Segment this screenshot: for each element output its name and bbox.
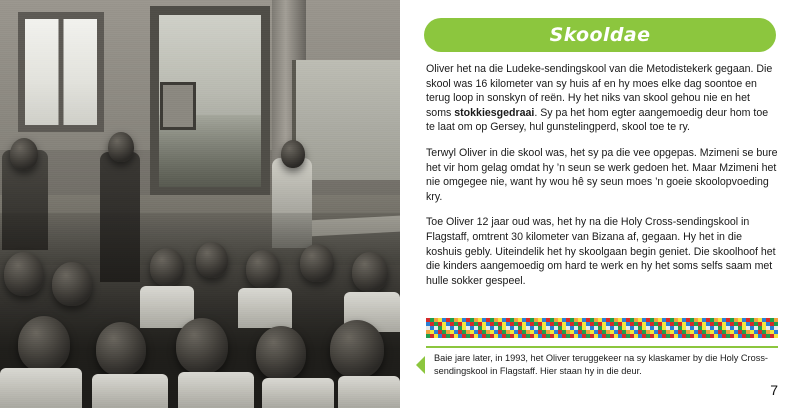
text-run: Oliver het na die Ludeke-sendingskool van die Metodistekerk gegaan. Die skool was 16 kilometer van sy huis af en hy moes elke dag soontoe en terug loop in sonskyn of reën. Hy het niks van skool gehou nie en het soms — [426, 63, 773, 119]
emphasised-term: stokkiesgedraai — [454, 106, 535, 119]
body-text — [426, 62, 778, 299]
text-run: Terwyl Oliver in die skool was, het sy pa die vee opgepas. Mzimeni se bure het vir hom gelag omdat hy ’n seun se werk gedoen het. Maar Mzimeni het nie omgegee nie, want hy wou hê sy seun moes ’n goeie skoolopvoeding kry. — [426, 146, 778, 203]
body-paragraph — [426, 62, 778, 135]
text-run: Toe Oliver 12 jaar oud was, het hy na die Holy Cross-sendingskool in Flagstaff, omtrent 30 kilometer van Bizana af, gegaan. Hy het in die koshuis gebly. Uiteindelik het hy skoolgaan begin geniet. Die skoolhoof het die kinders aangemoedig om hard te werk en hy het soms selfs saam met hulle sokker gespeel. — [426, 216, 776, 287]
caption-arrow-icon — [416, 356, 425, 374]
bead-cell — [774, 334, 778, 338]
photo-caption-box — [426, 346, 778, 386]
page-title: Skooldae — [549, 24, 651, 46]
right-page — [400, 0, 800, 408]
page-number: 7 — [770, 382, 778, 398]
body-paragraph — [426, 215, 778, 288]
bead-column — [774, 318, 778, 338]
text-run: . Sy pa het hom egter aangemoedig deur hom toe te laat om op Gersey, hul gunstelingperd, skool toe te ry. — [426, 106, 769, 134]
chapter-title-banner — [424, 18, 776, 52]
photo-caption: Baie jare later, in 1993, het Oliver teruggekeer na sy klaskamer by die Holy Cross-sendingskool in Flagstaff. Hier staan hy in die deur. — [434, 353, 768, 376]
body-paragraph — [426, 146, 778, 204]
beadwork-decoration — [426, 318, 778, 338]
